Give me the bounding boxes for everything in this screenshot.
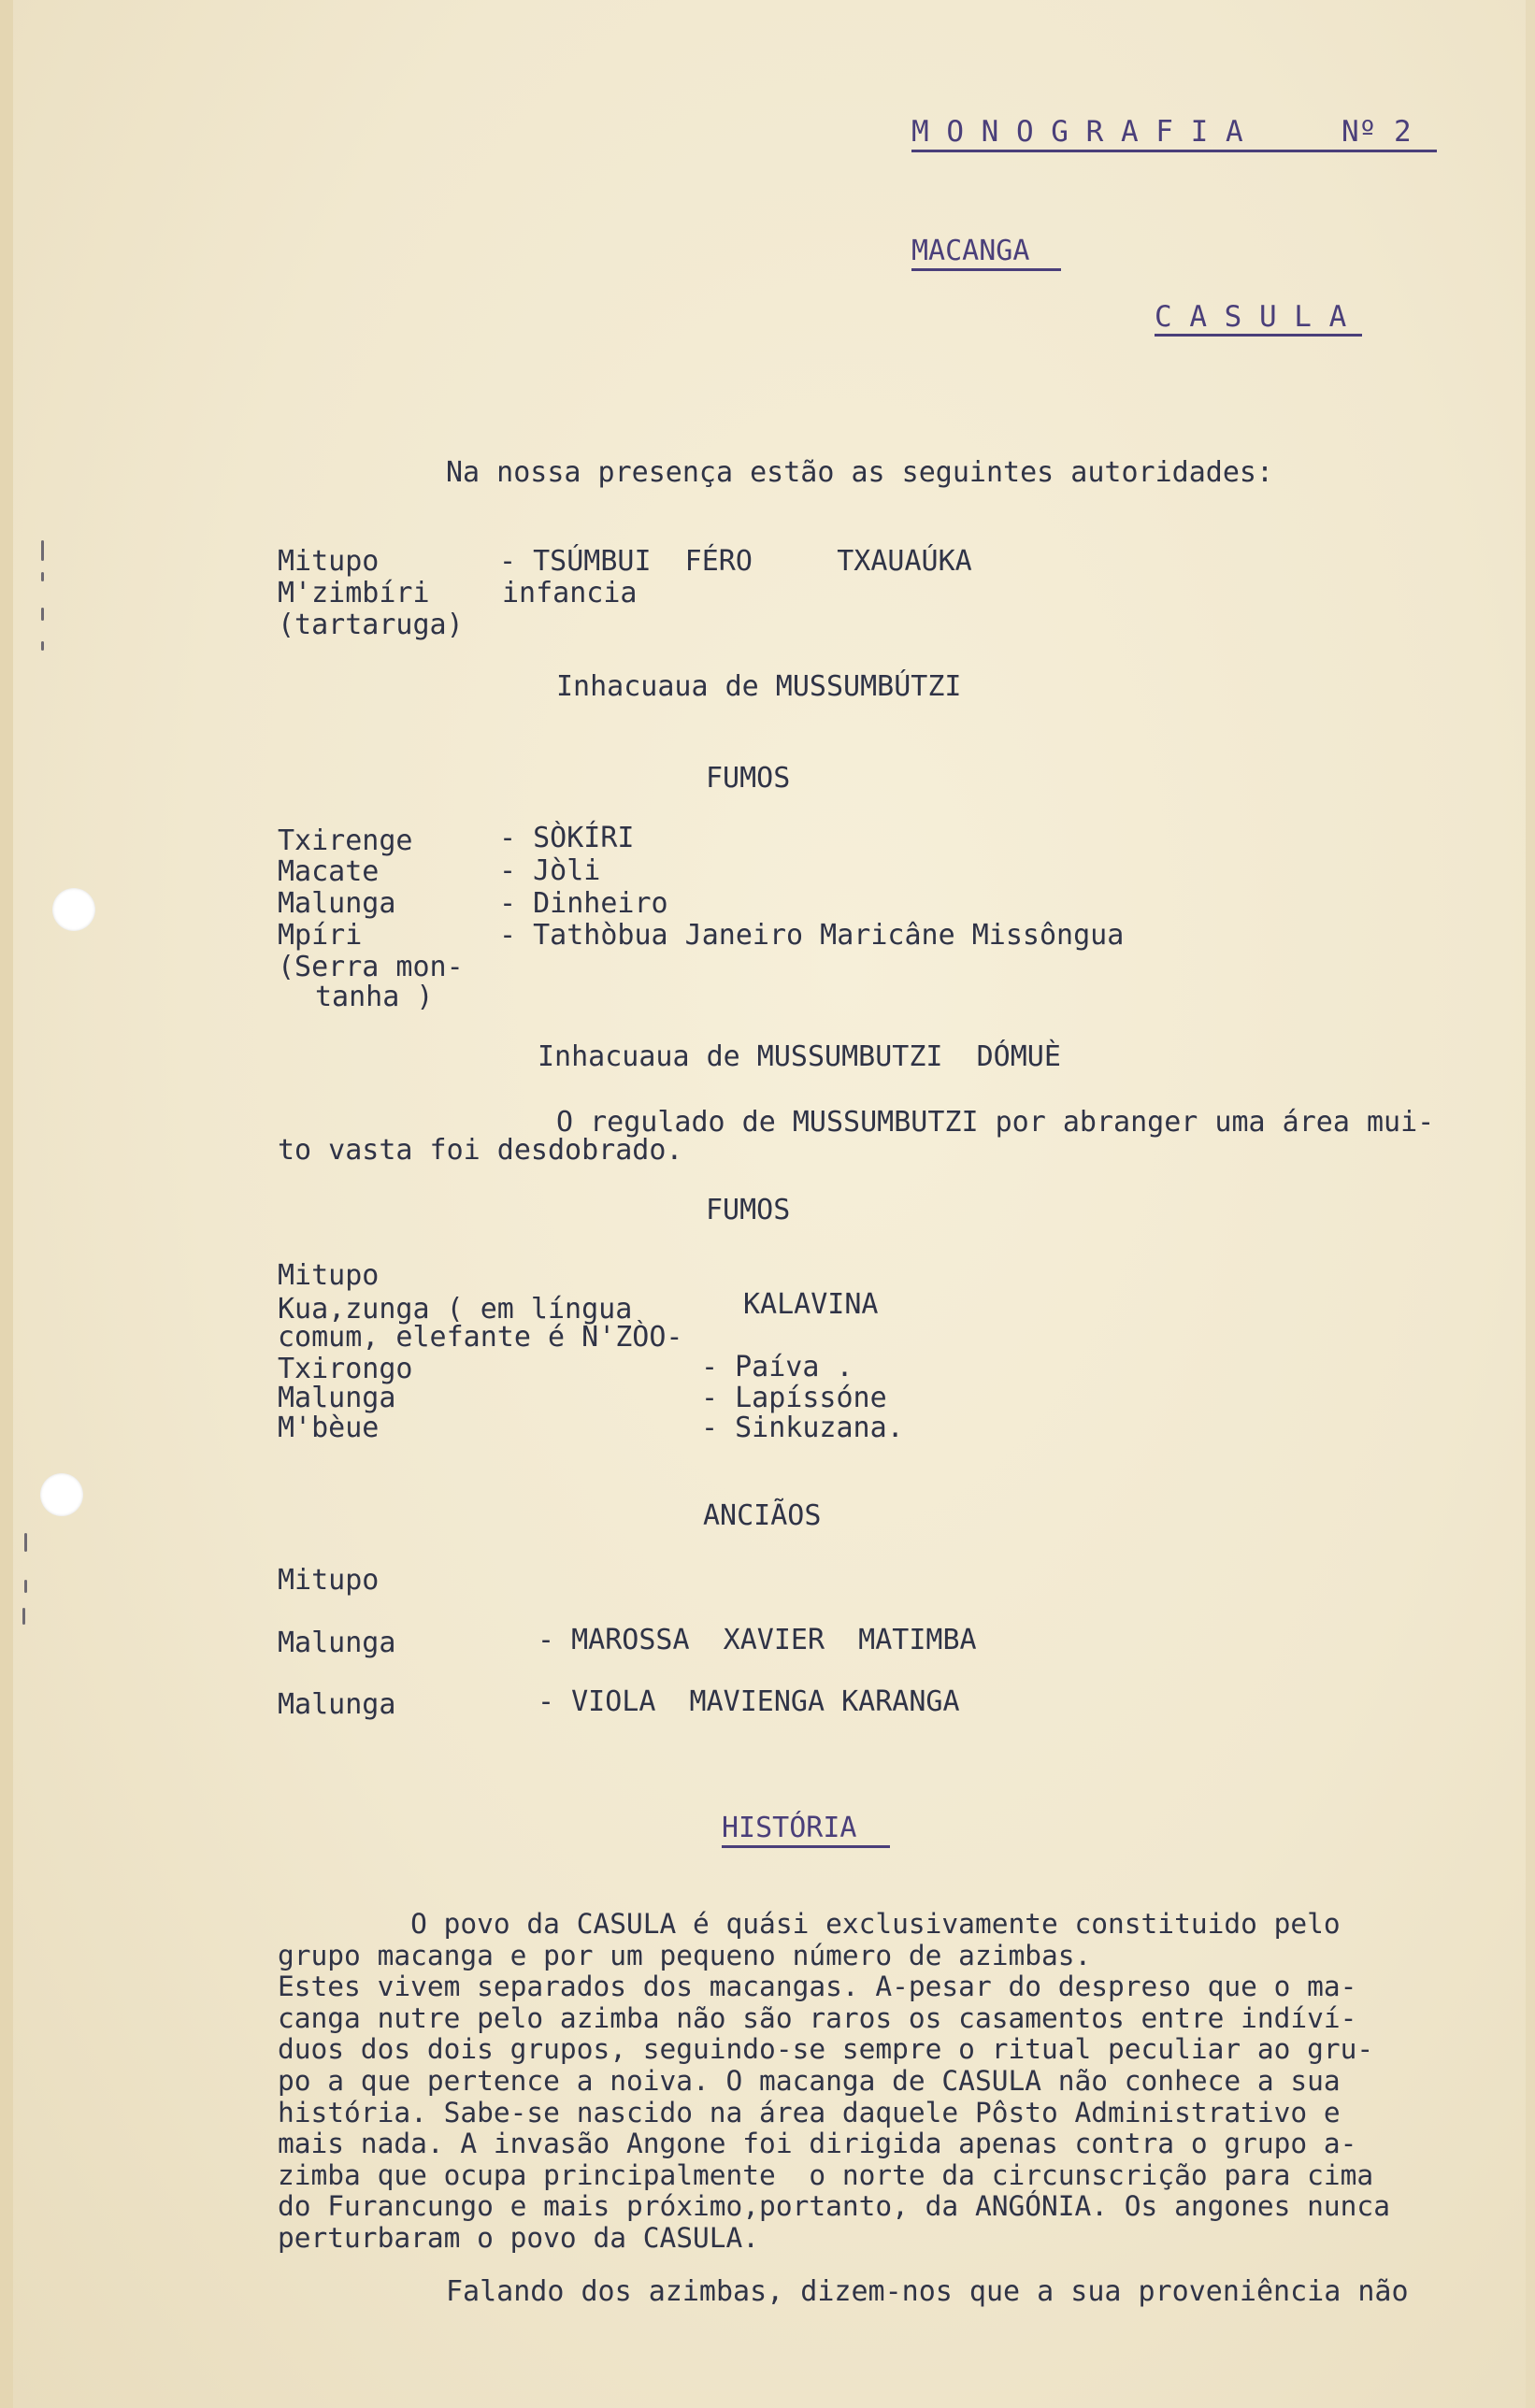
kuazunga-line: comum, elefante é N'ZÒO- xyxy=(278,1321,683,1354)
macanga-underline xyxy=(911,268,1061,271)
historia-line: duos dos dois grupos, seguindo-se sempre o ritual peculiar ao gru- xyxy=(278,2033,1374,2066)
historia-line: grupo macanga e por um pequeno número de azimbas. xyxy=(278,1939,1092,1971)
fumo-title: Malunga xyxy=(278,1382,396,1414)
ancioes-heading: ANCIÃOS xyxy=(703,1499,822,1532)
historia-heading: HISTÓRIA xyxy=(722,1812,857,1844)
margin-mark xyxy=(41,608,44,621)
macanga-heading: MACANGA xyxy=(911,235,1030,267)
fumos-heading: FUMOS xyxy=(706,762,791,795)
historia-line: Estes vivem separados dos macangas. A-pesar do despreso que o ma- xyxy=(278,1971,1357,2003)
historia-line: po a que pertence a noiva. O macanga de CASULA não conhece a sua xyxy=(278,2065,1341,2097)
monografia-title: M O N O G R A F I A xyxy=(911,115,1243,149)
regulado-line: O regulado de MUSSUMBUTZI por abranger uma área mui- xyxy=(556,1106,1435,1139)
fumo-title: tanha ) xyxy=(315,981,434,1013)
punch-hole xyxy=(52,888,95,931)
fumo-title: Mpíri xyxy=(278,919,363,952)
fumo-name: - Paíva . xyxy=(701,1351,854,1383)
paper-right-edge xyxy=(1526,0,1535,2408)
historia-line: mais nada. A invasão Angone foi dirigida apenas contra o grupo a- xyxy=(278,2128,1357,2160)
historia-line: canga nutre pelo azimba não são raros os casamentos entre indíví- xyxy=(278,2001,1357,2034)
kuazunga-line: Kua,zunga ( em língua xyxy=(278,1293,633,1326)
ancioes-title: Malunga xyxy=(278,1688,396,1721)
historia-line: do Furancungo e mais próximo,portanto, da ANGÓNIA. Os angones nunca xyxy=(278,2190,1390,2223)
fumo-title: Txirongo xyxy=(278,1353,413,1385)
monografia-number: Nº 2 xyxy=(1341,115,1412,149)
fumo-name: - Jòli xyxy=(499,854,601,887)
autoridade-title: M'zimbíri xyxy=(278,577,430,609)
ancioes-title: Malunga xyxy=(278,1627,396,1659)
margin-mark xyxy=(41,540,44,561)
intro-sentence: Na nossa presença estão as seguintes autoridades: xyxy=(446,456,1274,489)
historia-line: história. Sabe-se nascido na área daquele Pôsto Administrativo e xyxy=(278,2096,1341,2128)
fumo-title: (Serra mon- xyxy=(278,951,464,983)
autoridade-name: infancia xyxy=(502,577,638,609)
fumo-mitupo: Mitupo xyxy=(278,1259,380,1292)
fumo-title: Txirenge xyxy=(278,824,413,857)
historia-line: zimba que ocupa principalmente o norte da circunscrição para cima xyxy=(278,2158,1374,2191)
autoridade-name: - TSÚMBUI FÉRO TXAUAÚKA xyxy=(499,545,972,578)
regulado-line: to vasta foi desdobrado. xyxy=(278,1134,683,1167)
fumo-title: Malunga xyxy=(278,887,396,920)
fumo-name: - SÒKÍRI xyxy=(499,822,635,854)
fumo-title: Macate xyxy=(278,855,380,888)
historia-line: perturbaram o povo da CASULA. xyxy=(278,2222,760,2254)
inhacuaua-heading: Inhacuaua de MUSSUMBÚTZI xyxy=(556,670,962,703)
kalavina-name: KALAVINA xyxy=(743,1288,879,1321)
ancioes-mitupo: Mitupo xyxy=(278,1564,380,1597)
autoridade-title: Mitupo xyxy=(278,545,380,578)
fumo-name: - Tathòbua Janeiro Maricâne Missôngua xyxy=(499,919,1125,952)
fumo-name: - Sinkuzana. xyxy=(701,1412,904,1444)
fumo-name: - Dinheiro xyxy=(499,887,668,920)
casula-underline xyxy=(1155,334,1362,337)
ancioes-name: - MAROSSA XAVIER MATIMBA xyxy=(538,1624,977,1656)
fumos-heading: FUMOS xyxy=(706,1194,791,1226)
paper-left-edge xyxy=(0,0,13,2408)
margin-mark xyxy=(24,1533,27,1552)
autoridade-title: (tartaruga) xyxy=(278,609,464,641)
historia-line: O povo da CASULA é quási exclusivamente constituido pelo xyxy=(278,1908,1341,1940)
margin-mark xyxy=(22,1608,25,1625)
casula-heading: C A S U L A xyxy=(1155,300,1347,334)
historia-underline xyxy=(722,1845,890,1848)
title-underline xyxy=(911,150,1437,152)
punch-hole xyxy=(40,1473,83,1516)
fumo-name: - Lapíssóne xyxy=(701,1382,887,1414)
fumo-title: M'bèue xyxy=(278,1412,380,1444)
historia-last-line: Falando dos azimbas, dizem-nos que a sua proveniência não xyxy=(446,2275,1409,2308)
margin-mark xyxy=(41,572,44,581)
margin-mark xyxy=(41,641,44,651)
ancioes-name: - VIOLA MAVIENGA KARANGA xyxy=(538,1685,960,1718)
margin-mark xyxy=(24,1580,27,1593)
inhacuaua-heading: Inhacuaua de MUSSUMBUTZI DÓMUÈ xyxy=(538,1040,1061,1073)
